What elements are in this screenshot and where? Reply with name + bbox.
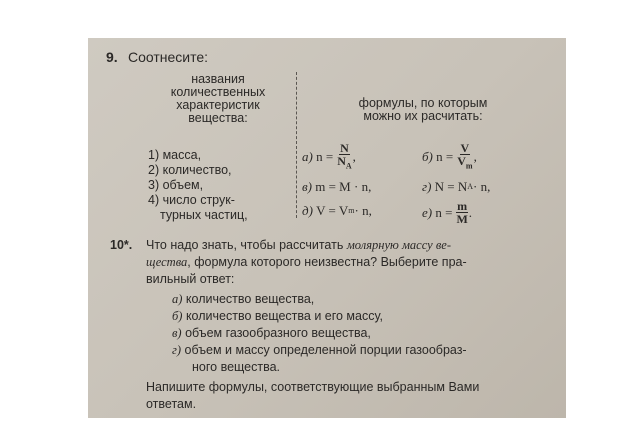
formula-d: д) V = V m · n, [302, 203, 372, 218]
header-line: количественных [170, 85, 266, 99]
list-item: турных частиц, [160, 208, 248, 222]
q10-footer: Напишите формулы, соответствующие выбранным Вами [146, 380, 480, 394]
formula-a: а) n = $\frac{N}{N_A}$ , [302, 141, 356, 171]
q10-line2: щества, формула которого неизвестна? Выберите пра- [146, 255, 467, 269]
q10-number: 10*. [110, 238, 133, 252]
header-line: названия [191, 72, 245, 86]
list-item: 1) масса, [148, 148, 202, 162]
list-item: 2) количество, [148, 163, 232, 177]
q10-footer: ответам. [146, 397, 197, 411]
formula-v: в) m = M · n, [302, 179, 372, 194]
header-line: характеристик [176, 98, 260, 112]
fraction: $\frac{m}{M}$ [456, 199, 468, 226]
q9-number: 9. [106, 49, 118, 65]
q9-title: Соотнесите: [128, 49, 209, 65]
answer-option: в) объем газообразного вещества, [172, 326, 371, 340]
list-item: 4) число струк- [148, 193, 235, 207]
header-line: формулы, по которым [358, 96, 488, 110]
q10-line3: вильный ответ: [146, 272, 235, 286]
formula-g: г) N = N A · n, [422, 179, 491, 194]
header-line: можно их расчитать: [363, 109, 483, 123]
header-line: вещества: [188, 111, 248, 125]
formula-b: б) n = $\frac{V}{V_m}$ , [422, 141, 477, 171]
formula-e: е) n = $\frac{m}{M}$ . [422, 199, 473, 226]
answer-option: а) количество вещества, [172, 292, 315, 306]
answer-option: г) объем и массу определенной порции газообраз- [172, 343, 467, 357]
answer-option: б) количество вещества и его массу, [172, 309, 383, 323]
q10-line1: Что надо знать, чтобы рассчитать молярную массу ве- [146, 238, 451, 252]
list-item: 3) объем, [148, 178, 204, 192]
answer-option-continuation: ного вещества. [192, 360, 281, 374]
fraction: $\frac{N}{N_A}$ [337, 141, 352, 171]
textbook-page [88, 38, 566, 418]
fraction: $\frac{V}{V_m}$ [457, 141, 473, 171]
column-divider [296, 72, 297, 218]
